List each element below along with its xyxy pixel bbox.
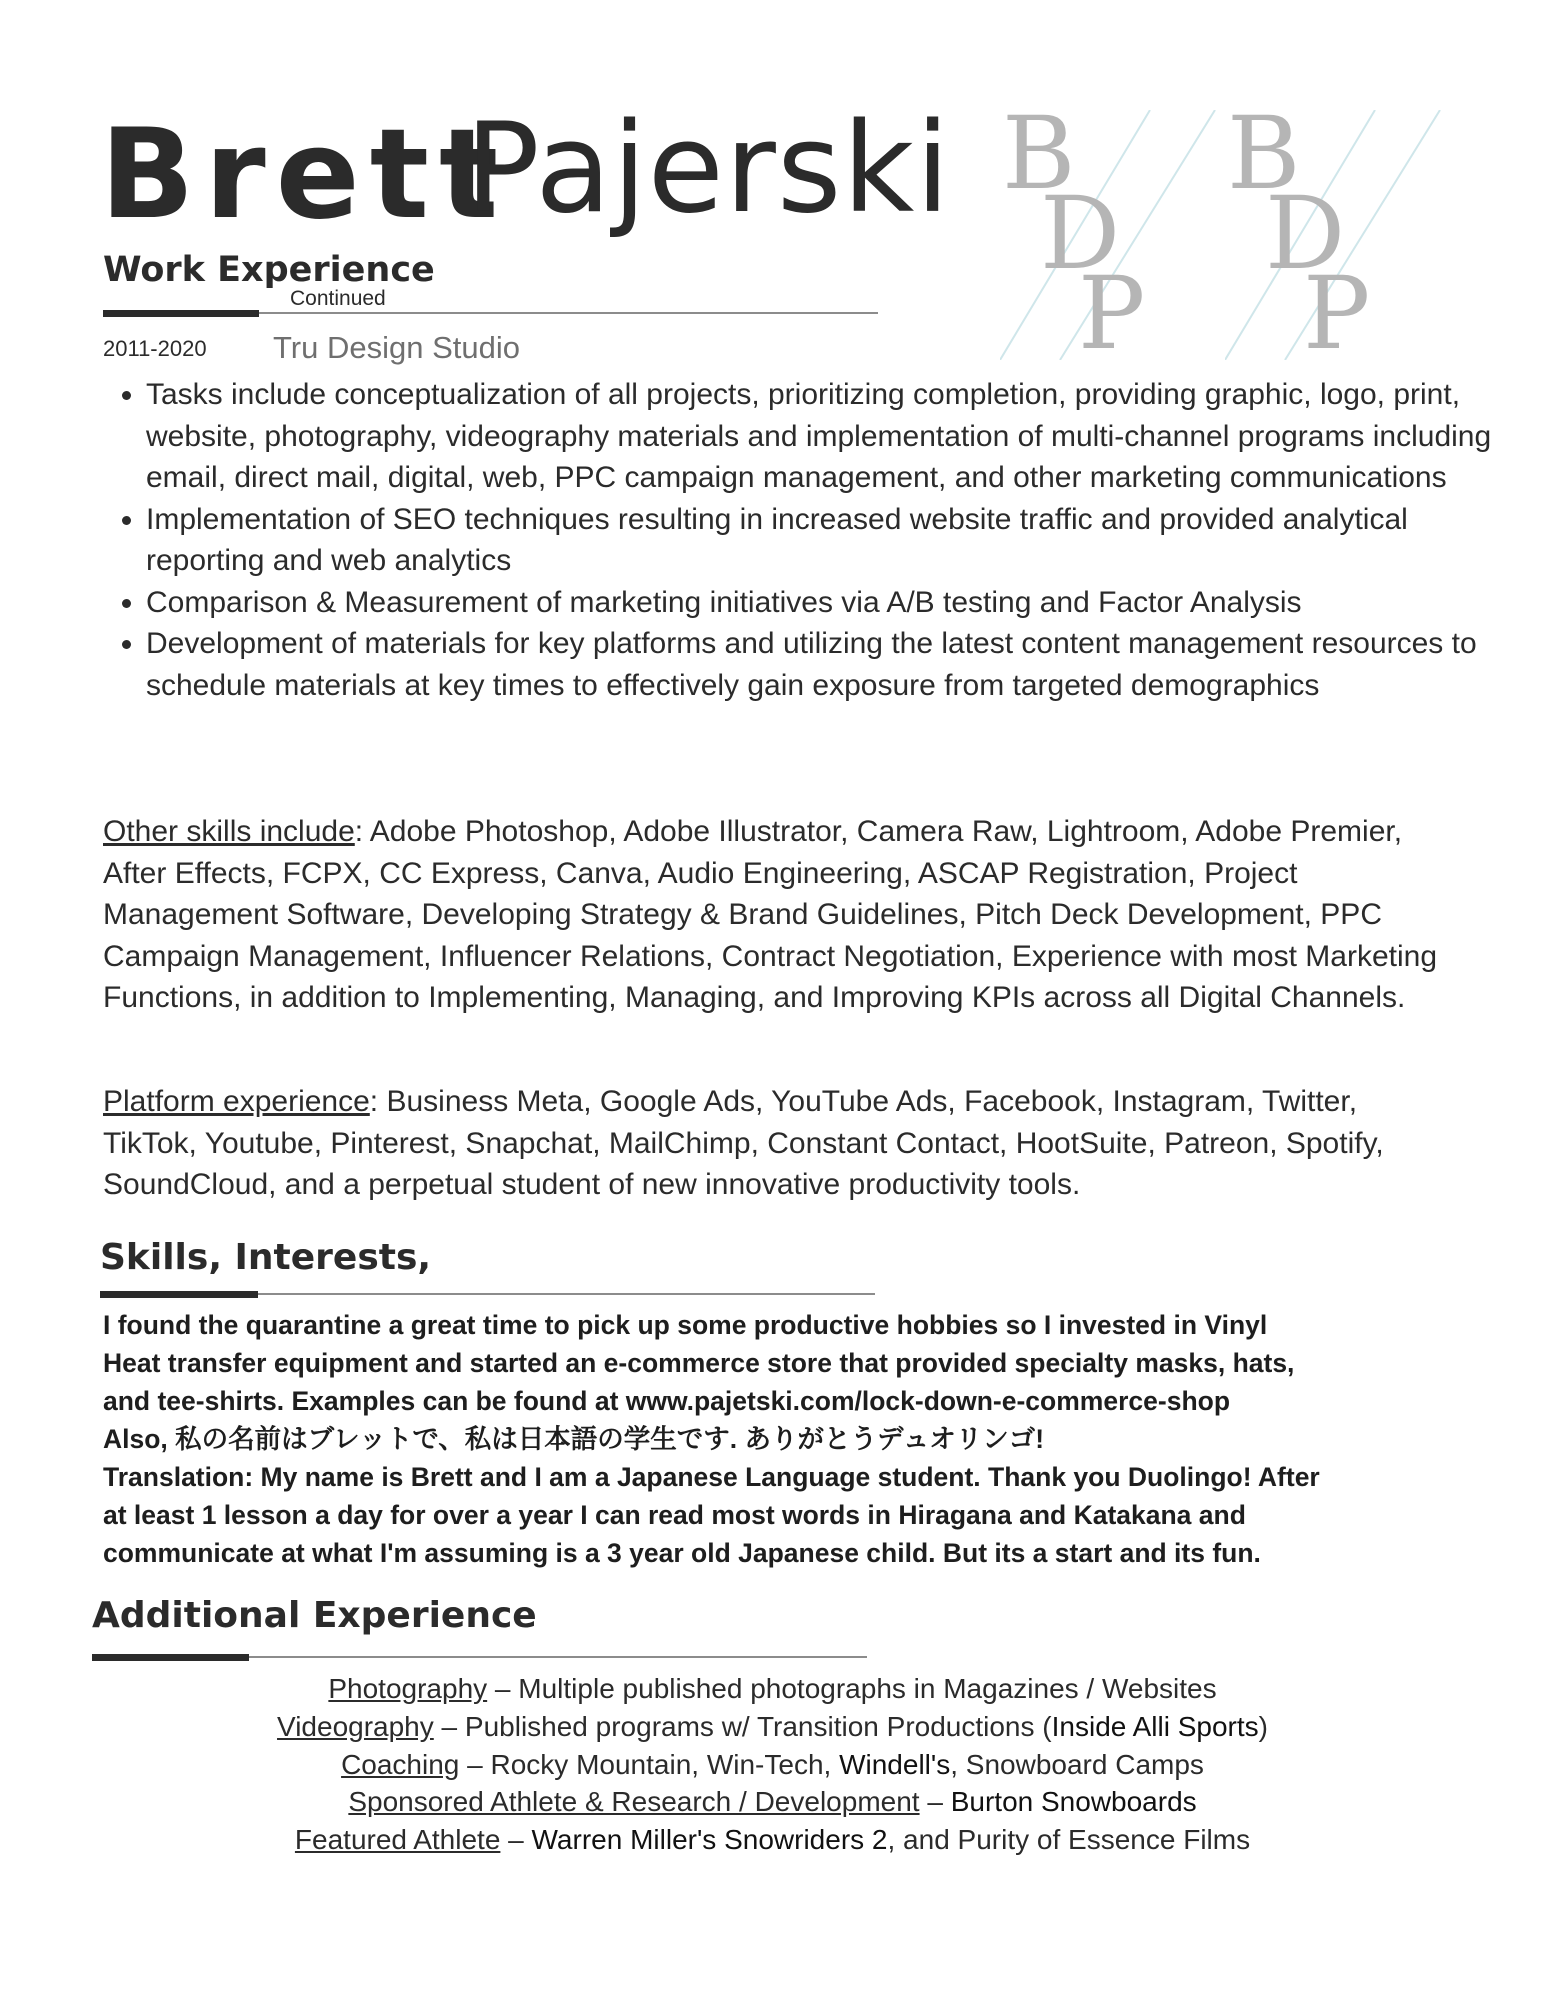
- first-name: Brett: [100, 103, 509, 247]
- job-bullet: • Implementation of SEO techniques resulting in increased website traffic and provided analytical reporting and web analytics: [146, 499, 1506, 582]
- monogram-logo: [1225, 110, 1455, 360]
- other-skills-text: : Adobe Photoshop, Adobe Illustrator, Camera Raw, Lightroom, Adobe Premier, After Effects, FCPX, CC Express, Canva, Audio Engineering, ASCAP Registration, Project Management Software, Developing Strategy & Brand Guidelines, Pitch Deck Development, PPC Campaign Management, Influencer Relations, Contract Negotiation, Experience with most Marketing Functions, in addition to Implementing, Managing, and Improving KPIs across all Digital Channels.: [103, 815, 1438, 1014]
- other-skills-paragraph: [103, 811, 1458, 1019]
- additional-item-photography: [0, 1670, 1545, 1708]
- additional-experience-heading: Additional Experience: [92, 1595, 537, 1636]
- skills-line: I found the quarantine a great time to pick up some productive hobbies so I invested in Vinyl: [103, 1310, 1268, 1340]
- additional-item-featured-athlete: [0, 1821, 1545, 1859]
- additional-item-text: –: [919, 1786, 951, 1818]
- job-company: Tru Design Studio: [273, 330, 520, 365]
- additional-item-text: – Rocky Mountain, Win-Tech,: [459, 1748, 840, 1780]
- skills-line: Heat transfer equipment and started an e-commerce store that provided specialty masks, hats,: [103, 1348, 1295, 1378]
- section-divider-accent: [92, 1654, 249, 1661]
- logo-letter-d: D: [1265, 175, 1346, 292]
- additional-item-label: Sponsored Athlete & Research / Development: [348, 1786, 920, 1818]
- job-bullet: • Development of materials for key platforms and utilizing the latest content management resources to schedule materials at key times to effectively gain exposure from targeted demographics: [146, 623, 1506, 706]
- additional-item-highlight: Warren Miller's Snowriders 2: [531, 1824, 888, 1856]
- additional-item-label: Photography: [328, 1673, 488, 1704]
- section-divider-accent: [100, 1291, 258, 1298]
- skills-line: communicate at what I'm assuming is a 3 year old Japanese child. But its a start and its fun.: [103, 1538, 1261, 1568]
- additional-item-videography: [0, 1708, 1545, 1746]
- other-skills-label: Other skills include: [103, 815, 355, 848]
- skills-line: at least 1 lesson a day for over a year I can read most words in Hiragana and Katakana and: [103, 1500, 1246, 1530]
- skills-line: Translation: My name is Brett and I am a Japanese Language student. Thank you Duolingo! After: [103, 1462, 1320, 1492]
- logo-letter-b: B: [1002, 110, 1076, 212]
- monogram-logo: [1000, 110, 1230, 360]
- logo-letter-d: D: [1040, 175, 1121, 292]
- additional-item-label: Featured Athlete: [294, 1824, 501, 1856]
- additional-item-label: Videography: [277, 1710, 434, 1742]
- additional-item-text: – Published programs w/ Transition Productions (: [433, 1710, 1052, 1742]
- section-divider-accent: [103, 310, 259, 317]
- skills-interests-heading: Skills, Interests,: [100, 1237, 432, 1278]
- skills-line: Also, 私の名前はブレットで、私は日本語の学生です. ありがとうデュオリンゴ!: [103, 1424, 1045, 1454]
- job-bullet: • Tasks include conceptualization of all projects, prioritizing completion, providing graphic, logo, print, website, photography, videography materials and implementation of multi-channel programs including email, direct mail, digital, web, PPC campaign management, and other marketing communications: [146, 374, 1506, 499]
- additional-item-text: –: [500, 1824, 532, 1856]
- last-name: Pajerski: [465, 97, 951, 241]
- job-bullets: [103, 374, 1506, 706]
- logo-letter-p: P: [1078, 255, 1146, 360]
- additional-item-highlight: Windell's: [839, 1748, 951, 1780]
- job-bullet: • Comparison & Measurement of marketing initiatives via A/B testing and Factor Analysis: [146, 582, 1506, 624]
- skills-line: and tee-shirts. Examples can be found at www.pajetski.com/lock-down-e-commerce-shop: [103, 1386, 1231, 1416]
- skills-interests-text: [103, 1306, 1463, 1572]
- additional-item-tail: , Snowboard Camps: [950, 1748, 1204, 1780]
- additional-item-label: Coaching: [341, 1748, 460, 1780]
- platform-experience-text: : Business Meta, Google Ads, YouTube Ads, Facebook, Instagram, Twitter, TikTok, Youtube, Pinterest, Snapchat, MailChimp, Constant Contact, HootSuite, Patreon, Spotify, SoundCloud, and a perpetual student of new innovative productivity tools.: [103, 1085, 1384, 1201]
- additional-item-highlight: Inside Alli Sports: [1051, 1710, 1259, 1742]
- platform-experience-label: Platform experience: [103, 1085, 370, 1118]
- work-experience-heading: Work Experience: [103, 250, 435, 290]
- continued-note: Continued: [290, 287, 386, 310]
- additional-experience-list: [0, 1670, 1545, 1859]
- additional-item-highlight: Burton Snowboards: [950, 1786, 1197, 1818]
- logo-letter-b: B: [1227, 110, 1301, 212]
- platform-experience-paragraph: [103, 1081, 1458, 1206]
- job-years: 2011-2020: [103, 336, 207, 361]
- additional-item-tail: ): [1258, 1710, 1268, 1742]
- additional-item-sponsored-athlete: [0, 1783, 1545, 1821]
- logo-letter-p: P: [1303, 255, 1371, 360]
- additional-item-coaching: [0, 1746, 1545, 1784]
- additional-item-tail: , and Purity of Essence Films: [887, 1824, 1251, 1856]
- additional-item-text: – Multiple published photographs in Magazines / Websites: [487, 1673, 1217, 1704]
